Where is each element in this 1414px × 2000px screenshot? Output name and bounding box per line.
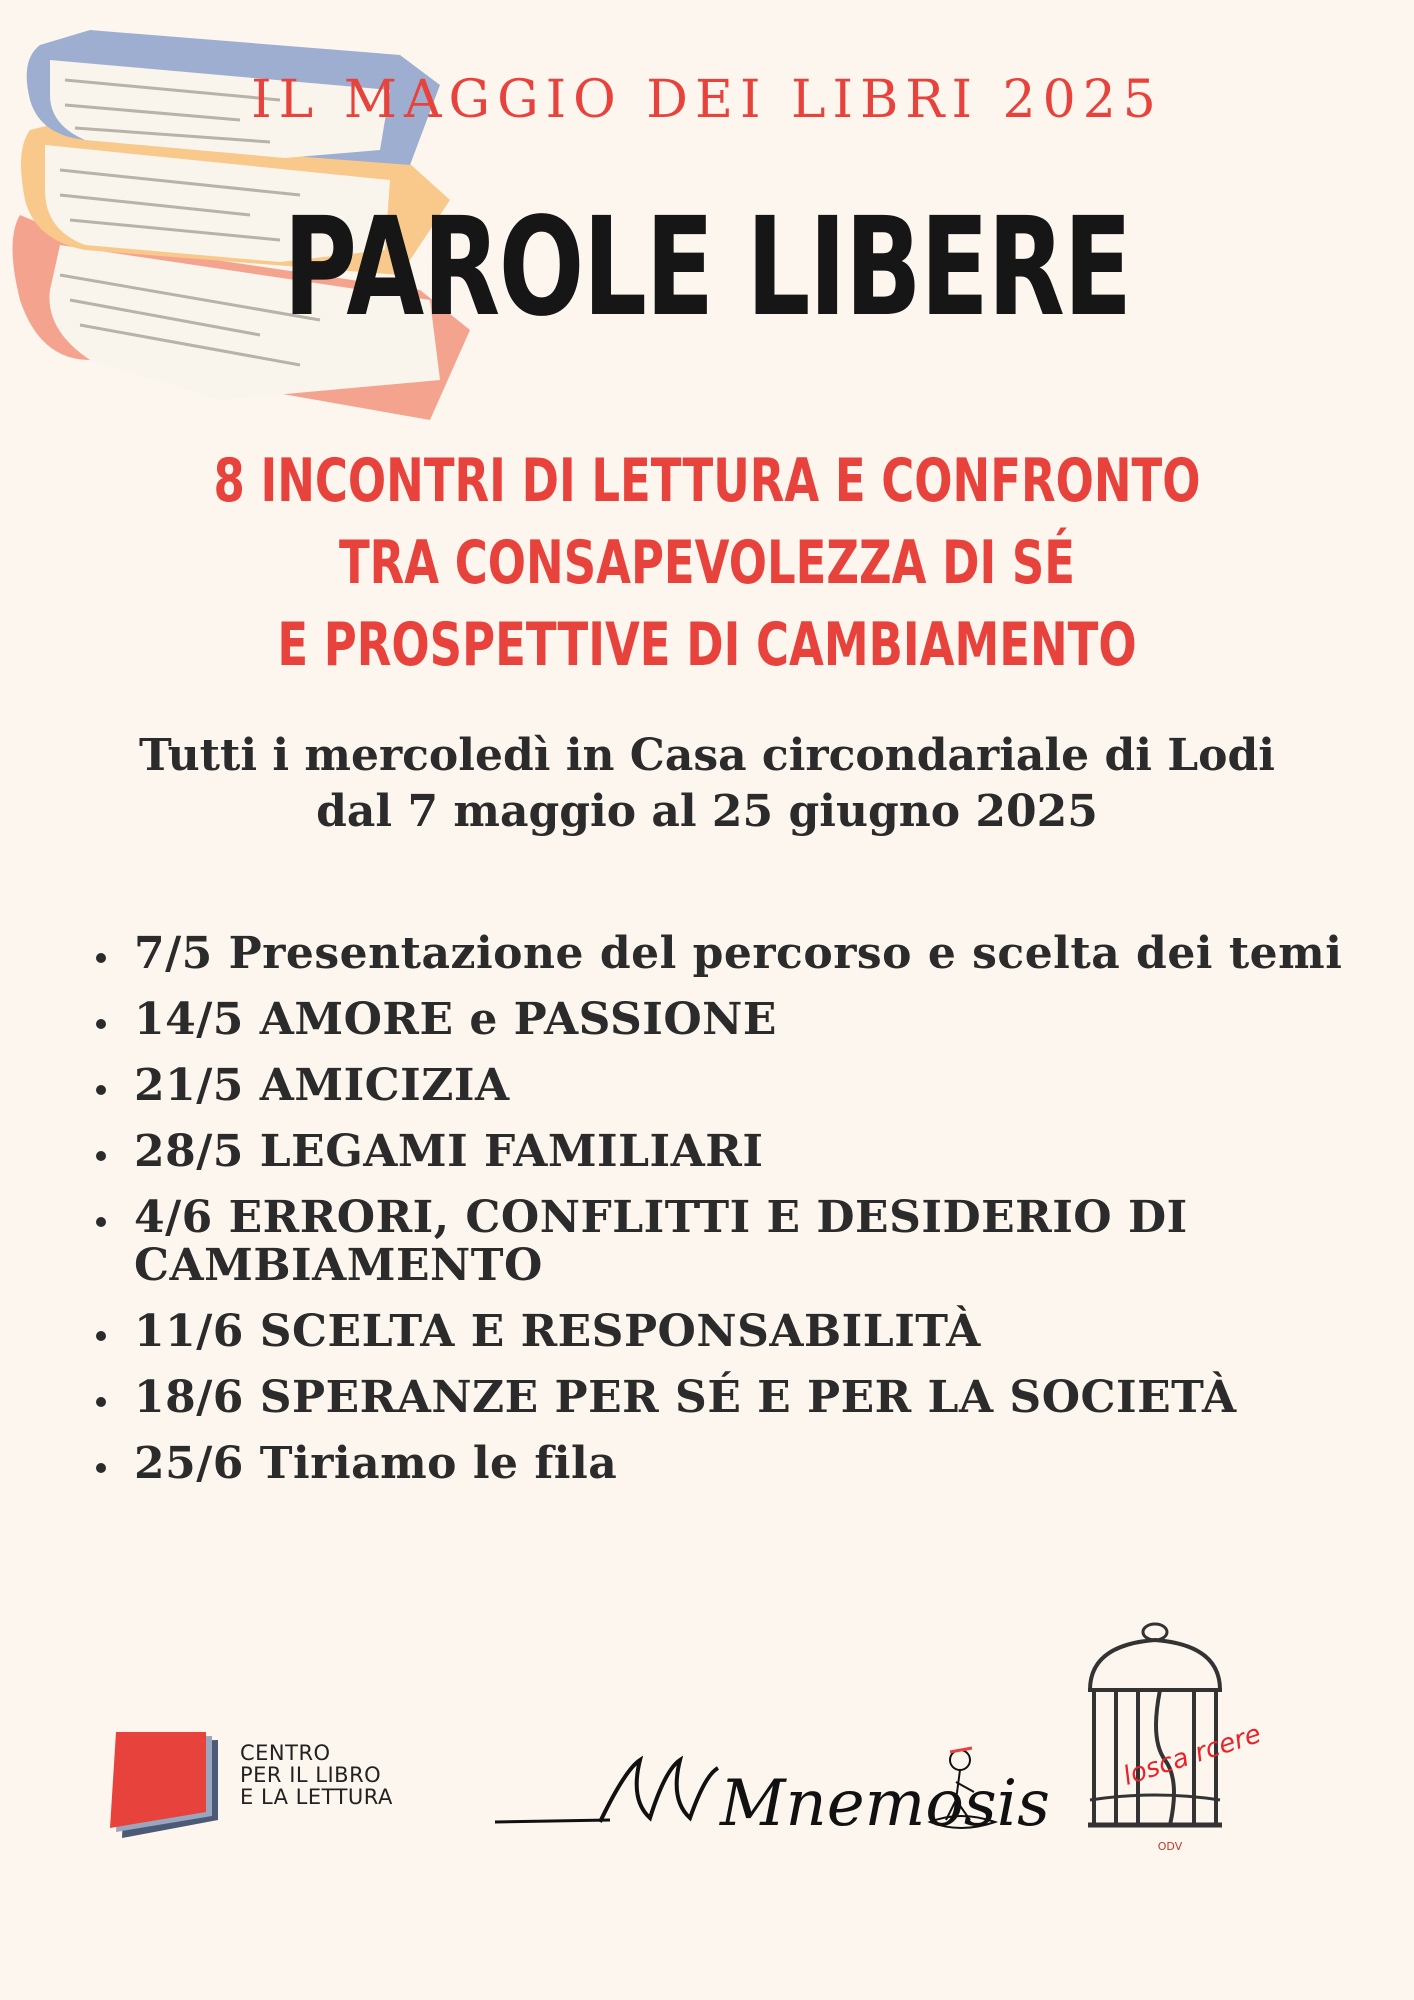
mnemosis-logo [490,1730,1050,1850]
loscarcere-logo [1070,1620,1270,1860]
schedule-item: 25/6 Tiriamo le fila [90,1440,1390,1488]
page-title: PAROLE LIBERE [283,189,1131,347]
schedule-item: 11/6 SCELTA E RESPONSABILITÀ [90,1308,1390,1356]
event-info [0,728,1414,840]
schedule-item: 18/6 SPERANZE PER SÉ E PER LA SOCIETÀ [90,1374,1390,1422]
schedule-item: 28/5 LEGAMI FAMILIARI [90,1128,1390,1176]
cepell-line: CENTRO [240,1741,331,1765]
cepell-logo-text [240,1742,393,1808]
cage-odv-label: ODV [1157,1840,1183,1853]
subtitle-line: 8 INCONTRI DI LETTURA E CONFRONTO [213,446,1201,516]
schedule-item: 4/6 ERRORI, CONFLITTI E DESIDERIO DI CAMBIAMENTO [90,1194,1390,1290]
cepell-logo [108,1720,448,1850]
birdcage-icon [1070,1620,1270,1840]
cepell-line: E LA LETTURA [240,1785,393,1809]
schedule-item: 7/5 Presentazione del percorso e scelta dei temi [90,930,1390,978]
schedule-item: 14/5 AMORE e PASSIONE [90,996,1390,1044]
cage-wordmark: losca rcere [1119,1719,1265,1792]
event-location: Tutti i mercoledì in Casa circondariale di Lodi [138,730,1276,781]
subtitle-line: E PROSPETTIVE DI CAMBIAMENTO [277,610,1137,680]
subtitle-block [0,440,1414,686]
schedule-item: 21/5 AMICIZIA [90,1062,1390,1110]
schedule-list [90,930,1390,1506]
event-series-heading: IL MAGGIO DEI LIBRI 2025 [251,70,1163,130]
event-dates: dal 7 maggio al 25 giugno 2025 [316,786,1098,837]
subtitle-line: TRA CONSAPEVOLEZZA DI SÉ [338,528,1076,598]
cepell-logo-mark [108,1720,238,1850]
cepell-line: PER IL LIBRO [240,1763,382,1787]
mnemosis-wordmark: Mnemosis [720,1767,1050,1841]
